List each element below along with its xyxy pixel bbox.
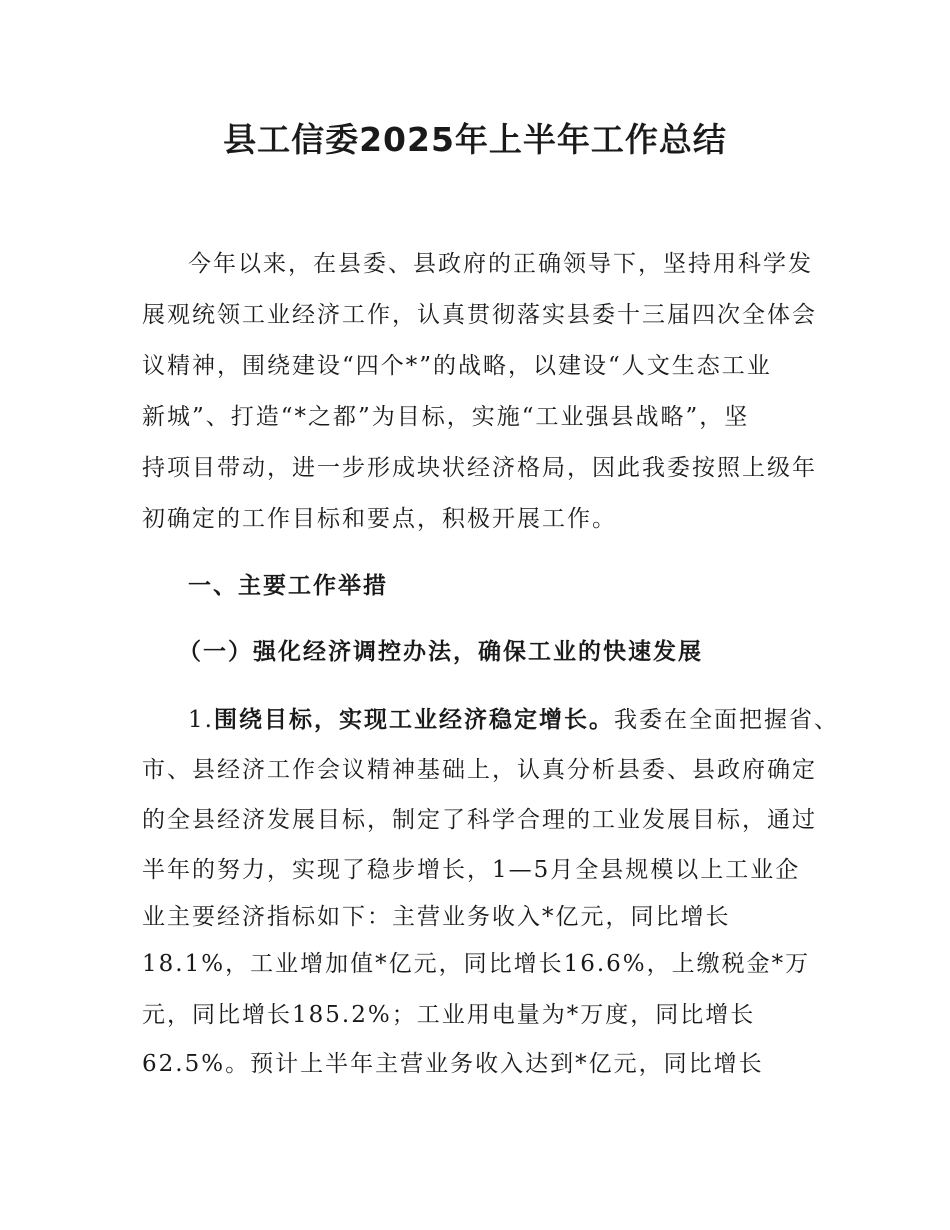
intro-line-3: 议精神，围绕建设“四个*”的战略，以建设“人文生态工业 xyxy=(142,353,772,379)
subsection-heading: （一）强化经济调控办法，确保工业的快速发展 xyxy=(178,639,703,665)
item-1-line-5: 业主要经济指标如下：主营业务收入*亿元，同比增长 xyxy=(142,904,731,930)
intro-line-2: 展观统领工业经济工作，认真贯彻落实县委十三届四次全体会 xyxy=(142,302,817,328)
item-number: 1. xyxy=(188,707,214,733)
section-heading: 一、主要工作举措 xyxy=(188,573,388,599)
item-1-line-3: 的全县经济发展目标，制定了科学合理的工业发展目标，通过 xyxy=(142,807,817,833)
intro-line-6: 初确定的工作目标和要点，积极开展工作。 xyxy=(142,506,617,532)
intro-line-1: 今年以来，在县委、县政府的正确领导下，坚持用科学发 xyxy=(188,251,813,277)
item-heading: 围绕目标，实现工业经济稳定增长。 xyxy=(213,707,614,733)
item-1-line-7: 元，同比增长185.2%；工业用电量为*万度，同比增长 xyxy=(142,1002,756,1028)
item-1-line-4: 半年的努力，实现了稳步增长，1—5月全县规模以上工业企 xyxy=(142,857,801,883)
item-1-line-8: 62.5%。预计上半年主营业务收入达到*亿元，同比增长 xyxy=(142,1051,764,1077)
document-title: 县工信委2025年上半年工作总结 xyxy=(223,120,727,159)
intro-line-5: 持项目带动，进一步形成块状经济格局，因此我委按照上级年 xyxy=(142,455,817,481)
item-1-first-line xyxy=(188,700,839,740)
intro-line-4: 新城”、打造“*之都”为目标，实施“工业强县战略”，坚 xyxy=(142,404,750,430)
item-1-line-2: 市、县经济工作会议精神基础上，认真分析县委、县政府确定 xyxy=(142,757,817,783)
item-first-rest: 我委在全面把握省、 xyxy=(613,707,839,733)
item-1-line-6: 18.1%，工业增加值*亿元，同比增长16.6%，上缴税金*万 xyxy=(142,951,811,977)
